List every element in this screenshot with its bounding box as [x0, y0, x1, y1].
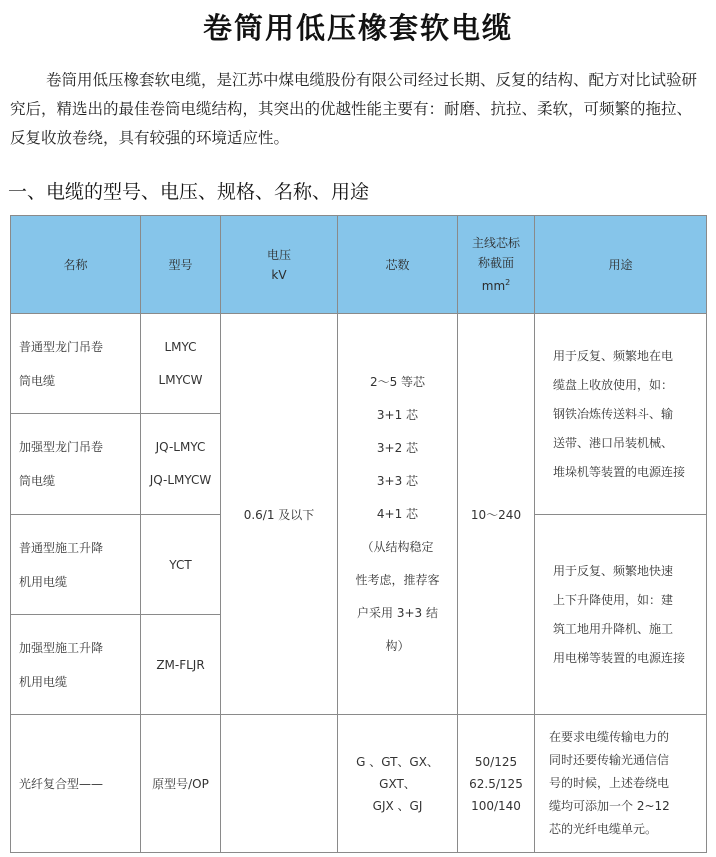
cell-name: 普通型施工升降 机用电缆	[11, 515, 141, 615]
cell-model: JQ-LMYC JQ-LMYCW	[141, 414, 221, 515]
cell-name: 加强型龙门吊卷 筒电缆	[11, 414, 141, 515]
cell-use: 在要求电缆传输电力的 同时还要传输光通信信 号的时候，上述卷绕电 缆均可添加一个 2~12 芯的光纤电缆单元。	[535, 715, 707, 853]
header-voltage: 电压 kV	[221, 216, 338, 314]
cell-use: 用于反复、频繁地在电 缆盘上收放使用，如： 钢铁冶炼传送料斗、输 送带、港口吊装机械、 堆垛机等装置的电源连接	[535, 314, 707, 515]
cell-model: ZM-FLJR	[141, 615, 221, 715]
cell-name: 加强型施工升降 机用电缆	[11, 615, 141, 715]
cell-model: YCT	[141, 515, 221, 615]
header-name: 名称	[11, 216, 141, 314]
cell-name: 普通型龙门吊卷 筒电缆	[11, 314, 141, 414]
cell-cores: 2～5 等芯 3+1 芯 3+2 芯 3+3 芯 4+1 芯 （从结构稳定 性考虑，推荐客 户采用 3+3 结 构）	[338, 314, 458, 715]
header-use: 用途	[535, 216, 707, 314]
header-cores: 芯数	[338, 216, 458, 314]
cell-cores: G 、GT、GX、GXT、 GJX 、GJ	[338, 715, 458, 853]
cell-voltage	[221, 715, 338, 853]
cell-model: 原型号/OP	[141, 715, 221, 853]
table-row	[11, 314, 707, 414]
header-section: 主线芯标 称截面 $mm^2$	[458, 216, 535, 314]
header-model: 型号	[141, 216, 221, 314]
table-header-row	[11, 216, 707, 314]
section-heading: 一、电缆的型号、电压、规格、名称、用途	[8, 181, 370, 203]
cell-model: LMYC LMYCW	[141, 314, 221, 414]
cell-section: 50/125 62.5/125 100/140	[458, 715, 535, 853]
cable-spec-table	[10, 215, 707, 853]
page-title: 卷筒用低压橡套软电缆	[202, 11, 513, 45]
cell-section: 10～240	[458, 314, 535, 715]
cell-name: 光纤复合型——	[11, 715, 141, 853]
table-row	[11, 715, 707, 853]
cell-use: 用于反复、频繁地快速 上下升降使用，如：建 筑工地用升降机、施工 用电梯等装置的电源连接	[535, 515, 707, 715]
cell-voltage: 0.6/1 及以下	[221, 314, 338, 715]
intro-paragraph: 卷筒用低压橡套软电缆，是江苏中煤电缆股份有限公司经过长期、反复的结构、配方对比试验研究后，精选出的最佳卷筒电缆结构，其突出的优越性能主要有：耐磨、抗拉、柔软，可频繁的拖拉、反复收放卷绕，具有较强的环境适应性。	[10, 71, 698, 147]
